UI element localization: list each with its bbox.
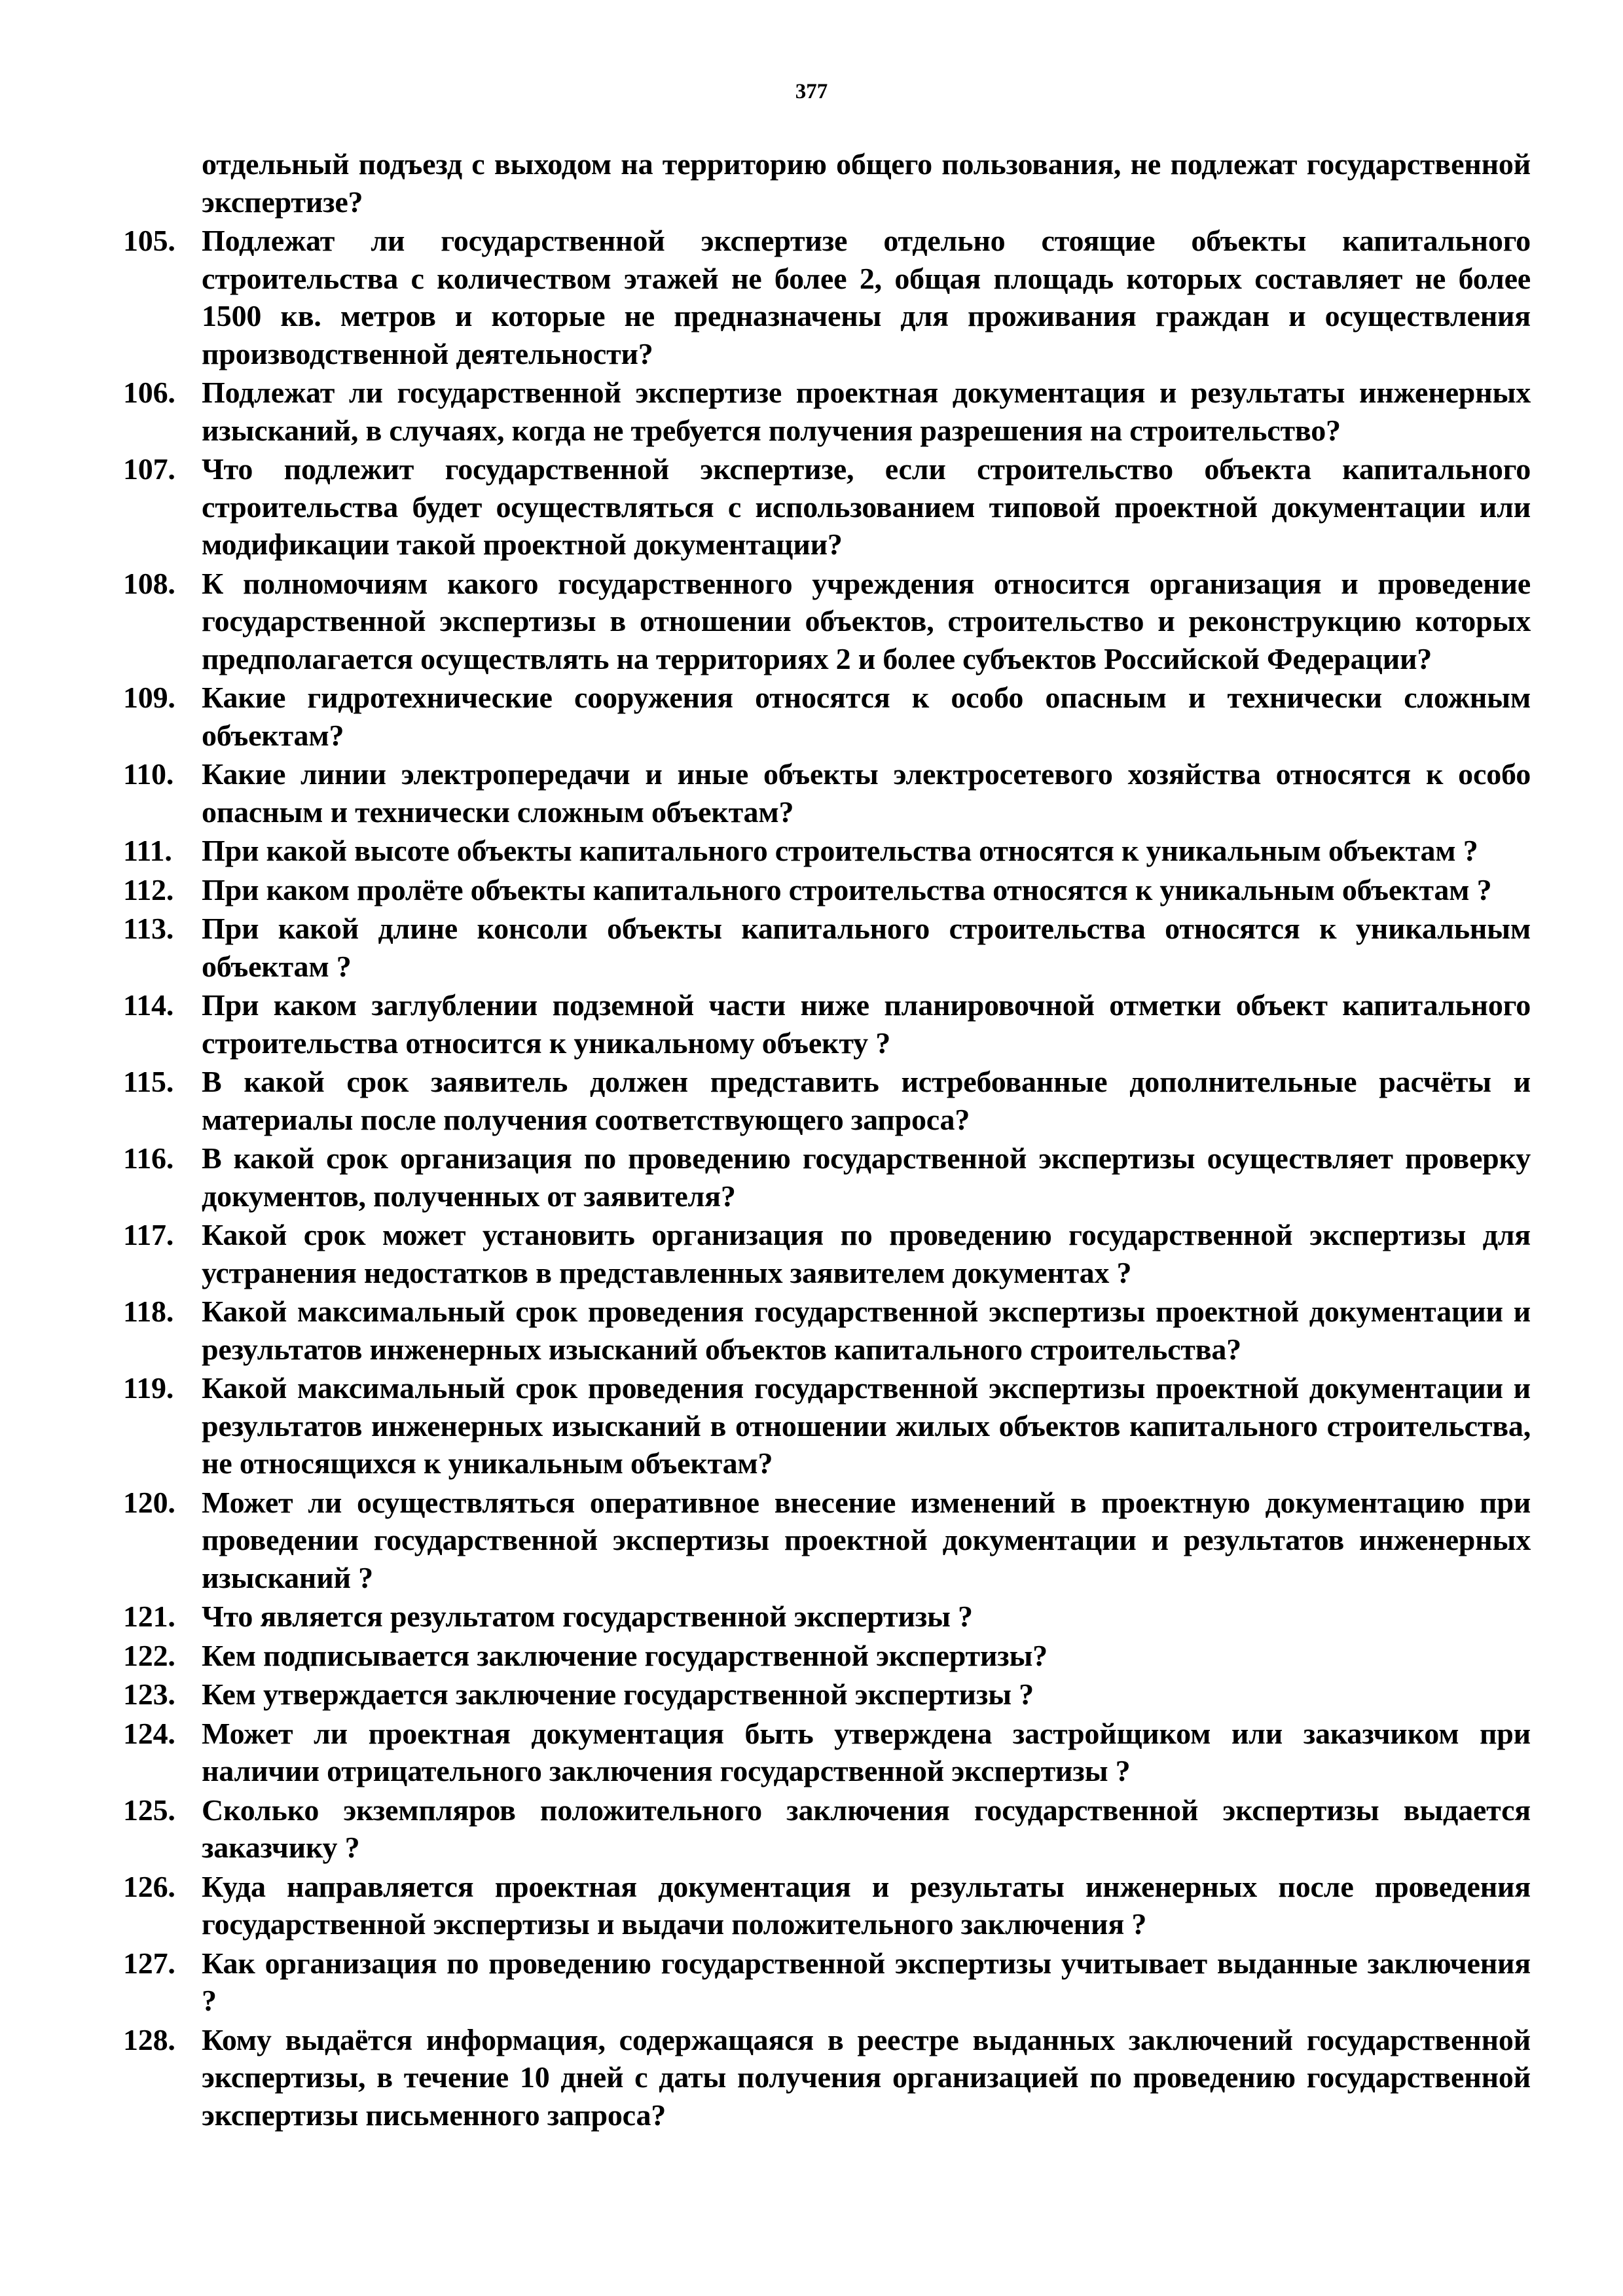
question-number: 126.: [123, 1869, 175, 1903]
question-number: 128.: [123, 2022, 175, 2056]
question-item: [123, 1791, 1531, 1867]
question-text: Кем подписывается заключение государственной экспертизы?: [202, 1638, 1048, 1672]
question-item: [123, 222, 1531, 372]
question-text: Какие гидротехнические сооружения относятся к особо опасным и технически сложным объектам?: [202, 681, 1531, 752]
question-item: [123, 2021, 1531, 2134]
question-item: [123, 1637, 1531, 1675]
question-text: При каком заглублении подземной части ниже планировочной отметки объект капитального строительства относится к уникальному объекту ?: [202, 988, 1531, 1060]
question-item: [123, 1945, 1531, 2020]
question-number: 119.: [123, 1371, 174, 1405]
question-text: Подлежат ли государственной экспертизе отдельно стоящие объекты капитального строительства с количеством этажей не более 2, общая площадь которых составляет не более 1500 кв. метров и которые не предназначены для проживания граждан и осуществления производственной деятельности?: [202, 224, 1531, 370]
question-text: отдельный подъезд с выходом на территорию общего пользования, не подлежат государственной экспертизе?: [202, 147, 1531, 219]
question-number: 110.: [123, 757, 174, 791]
question-text: Сколько экземпляров положительного заключения государственной экспертизы выдается заказчику ?: [202, 1793, 1531, 1864]
question-number: 116.: [123, 1141, 174, 1175]
question-item: [123, 832, 1531, 870]
question-number: 112.: [123, 872, 174, 906]
question-number: 117.: [123, 1218, 174, 1251]
question-item: [123, 679, 1531, 754]
question-text: В какой срок организация по проведению государственной экспертизы осуществляет проверку документов, полученных от заявителя?: [202, 1141, 1531, 1213]
question-item: [123, 1139, 1531, 1215]
question-number: 115.: [123, 1065, 174, 1098]
question-item: [123, 1293, 1531, 1368]
question-number: 105.: [123, 224, 175, 257]
question-number: 127.: [123, 1946, 175, 1980]
question-number: 120.: [123, 1485, 175, 1519]
question-item: [123, 450, 1531, 564]
question-text: К полномочиям какого государственного учреждения относится организация и проведение государственной экспертизы в отношении объектов, строительство и реконструкцию которых предполагается осуществлять на территориях 2 и более субъектов Российской Федерации?: [202, 566, 1531, 675]
question-item: [123, 1868, 1531, 1943]
question-number: 125.: [123, 1793, 175, 1827]
question-text: Может ли осуществляться оперативное внесение изменений в проектную документацию при проведении государственной экспертизы проектной документации и результатов инженерных изысканий ?: [202, 1485, 1531, 1594]
question-text: Кому выдаётся информация, содержащаяся в реестре выданных заключений государственной экспертизы, в течение 10 дней с даты получения организацией по проведению государственной экспертизы письменного запроса?: [202, 2022, 1531, 2132]
question-text: При какой высоте объекты капитального строительства относятся к уникальным объектам ?: [202, 834, 1478, 867]
question-text: Как организация по проведению государственной экспертизы учитывает выданные заключения ?: [202, 1946, 1531, 2017]
question-number: 111.: [123, 834, 172, 867]
question-text: При какой длине консоли объекты капитального строительства относятся к уникальным объектам ?: [202, 912, 1531, 983]
question-number: 113.: [123, 912, 174, 945]
question-number: 107.: [123, 452, 175, 486]
question-text: Что является результатом государственной экспертизы ?: [202, 1600, 973, 1633]
question-item: [123, 565, 1531, 678]
question-item: [123, 1715, 1531, 1790]
question-item: [123, 1676, 1531, 1713]
question-item: [123, 1063, 1531, 1138]
question-item: [123, 986, 1531, 1062]
question-item: [123, 1484, 1531, 1597]
question-number: 106.: [123, 376, 175, 409]
question-number: 122.: [123, 1638, 175, 1672]
question-number: 124.: [123, 1716, 175, 1750]
question-text: Какие линии электропередачи и иные объекты электросетевого хозяйства относятся к особо опасным и технически сложным объектам?: [202, 757, 1531, 829]
question-list: [123, 145, 1531, 2135]
question-text: Какой максимальный срок проведения государственной экспертизы проектной документации и результатов инженерных изысканий в отношении жилых объектов капитального строительства, не относящихся к уникальным объектам?: [202, 1371, 1531, 1480]
question-text: Куда направляется проектная документация и результаты инженерных после проведения государственной экспертизы и выдачи положительного заключения ?: [202, 1869, 1531, 1941]
question-item: [123, 1598, 1531, 1636]
question-item: [123, 910, 1531, 985]
question-text: Какой срок может установить организация по проведению государственной экспертизы для устранения недостатков в представленных заявителем документах ?: [202, 1218, 1531, 1289]
question-item: [123, 1369, 1531, 1482]
question-text: Подлежат ли государственной экспертизе проектная документация и результаты инженерных изысканий, в случаях, когда не требуется получения разрешения на строительство?: [202, 376, 1531, 447]
question-text: В какой срок заявитель должен представить истребованные дополнительные расчёты и материалы после получения соответствующего запроса?: [202, 1065, 1531, 1136]
question-item: [123, 871, 1531, 909]
question-text: При каком пролёте объекты капитального строительства относятся к уникальным объектам ?: [202, 872, 1492, 906]
question-text: Что подлежит государственной экспертизе, если строительство объекта капитального строительства будет осуществляться с использованием типовой проектной документации или модификации такой проектной документации?: [202, 452, 1531, 561]
question-number: 114.: [123, 988, 174, 1022]
question-number: 123.: [123, 1677, 175, 1711]
question-text: Кем утверждается заключение государственной экспертизы ?: [202, 1677, 1034, 1711]
question-item: [123, 145, 1531, 221]
question-item: [123, 755, 1531, 831]
question-text: Может ли проектная документация быть утверждена застройщиком или заказчиком при наличии отрицательного заключения государственной экспертизы ?: [202, 1716, 1531, 1787]
question-number: 108.: [123, 566, 175, 600]
question-number: 109.: [123, 681, 175, 714]
question-number: 121.: [123, 1600, 175, 1633]
question-item: [123, 1216, 1531, 1291]
question-item: [123, 374, 1531, 449]
page-number: 377: [795, 80, 828, 103]
question-text: Какой максимальный срок проведения государственной экспертизы проектной документации и результатов инженерных изысканий объектов капитального строительства?: [202, 1295, 1531, 1366]
question-number: 118.: [123, 1295, 174, 1328]
